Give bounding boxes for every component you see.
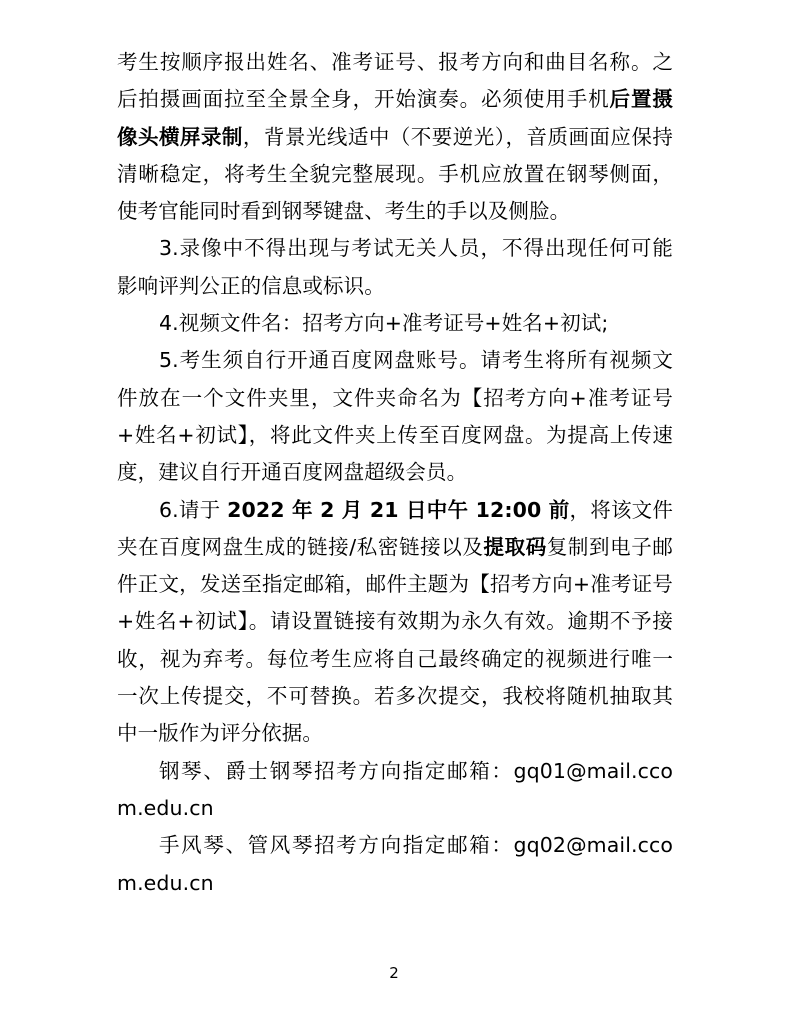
page-number: 2: [389, 964, 399, 982]
text-run: 复制到电子邮件正文，发送至指定邮箱，邮件主题为【招考方向+准考证号+姓名+初试】。请设置链接有效期为永久有效。逾期不予接收，视为弃考。每位考生应将自己最终确定的视频进行唯一一次上传提交，不可替换。若多次提交，我校将随机抽取其中一版作为评分依据。: [117, 534, 673, 746]
text-run: 钢琴、爵士钢琴招考方向指定邮箱：gq01@mail.ccom.edu.cn: [117, 758, 673, 820]
text-run: ，背景光线适中（不要逆光），音质画面应保持清晰稳定，将考生全貌完整展现。手机应放置在钢琴侧面，使考官能同时看到钢琴键盘、考生的手以及侧脸。: [117, 124, 673, 224]
paragraph-item-3: [117, 230, 673, 305]
text-run: ，将该文件夹在百度网盘生成的链接/私密链接以及: [117, 497, 674, 559]
text-run: 4.视频文件名：招考方向+准考证号+姓名+初试;: [159, 311, 609, 336]
paragraph-recording-setup: [117, 44, 673, 230]
emphasized-text-run: 2022 年 2 月 21 日中午 12:00 前: [227, 497, 570, 522]
text-run: 3.录像中不得出现与考试无关人员，不得出现任何可能影响评判公正的信息或标识。: [117, 236, 673, 298]
text-run: 手风琴、管风琴招考方向指定邮箱：gq02@mail.ccom.edu.cn: [117, 833, 673, 895]
document-body: [117, 44, 673, 902]
paragraph-item-5: [117, 342, 673, 491]
text-run: 6.请于: [159, 497, 228, 522]
text-run: 5.考生须自行开通百度网盘账号。请考生将所有视频文件放在一个文件夹里，文件夹命名为【招考方向+准考证号+姓名+初试】，将此文件夹上传至百度网盘。为提高上传速度，建议自行开通百度网盘超级会员。: [117, 348, 673, 485]
text-run: 考生按顺序报出姓名、准考证号、报考方向和曲目名称。之后拍摄画面拉至全景全身，开始演奏。必须使用手机: [117, 50, 673, 112]
paragraph-email-accordion: [117, 827, 673, 902]
paragraph-email-piano: [117, 753, 673, 828]
emphasized-text-run: 提取码: [483, 534, 547, 559]
emphasized-text-run: 后置摄像头横屏录制: [117, 87, 673, 149]
paragraph-item-4: [117, 305, 673, 342]
paragraph-item-6: [117, 492, 673, 753]
